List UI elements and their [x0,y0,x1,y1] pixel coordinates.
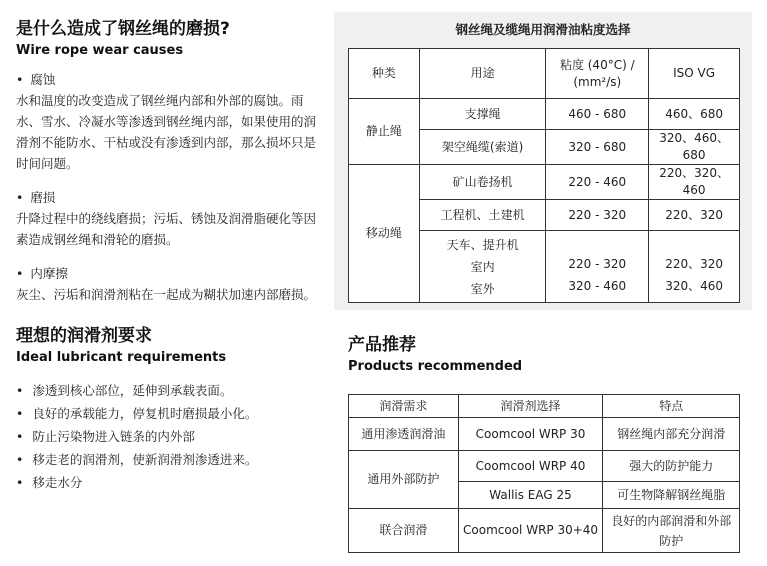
header-cell: 润滑剂选择 [458,395,603,418]
iso-cell: 460、680 [649,99,740,130]
table-row [349,451,740,482]
header-cell: 用途 [419,49,546,99]
viscosity-cell: 320 - 680 [546,130,649,165]
crane-iso-outdoor: 320、460 [665,278,723,293]
viscosity-cell [546,231,649,303]
product-cell: Coomcool WRP 30+40 [458,509,603,553]
table-row [349,418,740,451]
products-table [348,394,740,553]
crane-iso-indoor: 220、320 [665,256,723,271]
use-cell [419,231,546,303]
iso-cell: 320、460、680 [649,130,740,165]
viscosity-title: 钢丝绳及缆绳用润滑油粘度选择 [455,22,631,37]
iso-cell [649,231,740,303]
viscosity-cell: 220 - 460 [546,165,649,200]
product-cell: Wallis EAG 25 [458,482,603,509]
use-cell: 矿山卷扬机 [419,165,546,200]
products-title-cn: 产品推荐 [348,335,416,355]
product-cell: Coomcool WRP 40 [458,451,603,482]
wear-item-abrasion [16,188,316,250]
wear-title-cn: 是什么造成了钢丝绳的磨损? [16,19,230,39]
group-cell-static: 静止绳 [349,99,420,165]
list-item: • 良好的承载能力，停复机时磨损最小化。 [16,402,316,425]
need-cell: 联合润滑 [349,509,459,553]
feature-cell: 良好的内部润滑和外部防护 [603,509,740,553]
use-cell: 架空绳缆(索道) [419,130,546,165]
wear-item-text: 水和温度的改变造成了钢丝绳内部和外部的腐蚀。雨水、雪水、冷凝水等渗透到钢丝绳内部，如果使用的润滑剂不能防水、干枯或没有渗透到内部，那么损坏只是时间问题。 [16,93,317,171]
viscosity-table [348,48,740,303]
wear-item-text: 灰尘、污垢和润滑剂粘在一起成为糊状加速内部磨损。 [16,287,317,302]
need-cell: 通用渗透润滑油 [349,418,459,451]
table-row [349,99,740,130]
header-cell: 种类 [349,49,420,99]
iso-cell: 220、320 [649,200,740,231]
products-heading [348,334,748,376]
left-column [16,18,316,494]
viscosity-panel [334,12,752,310]
header-cell [546,49,649,99]
header-cell: ISO VG [649,49,740,99]
viscosity-cell: 460 - 680 [546,99,649,130]
list-item: • 移走老的润滑剂，使新润滑剂渗透进来。 [16,448,316,471]
header-viscosity-line2: (mm²/s) [573,74,622,89]
header-viscosity-line1: 粘度 (40°C) / [559,57,635,72]
use-cell: 支撑绳 [419,99,546,130]
list-item: • 移走水分 [16,471,316,494]
crane-use: 天车、提升机 [446,237,519,252]
product-cell: Coomcool WRP 30 [458,418,603,451]
ideal-title-en: Ideal lubricant requirements [16,350,227,365]
iso-cell: 220、320、460 [649,165,740,200]
table-row [349,509,740,553]
viscosity-cell: 220 - 320 [546,200,649,231]
wear-item-title: • 内摩擦 [16,264,316,284]
feature-cell: 强大的防护能力 [603,451,740,482]
need-cell: 通用外部防护 [349,451,459,509]
header-cell: 润滑需求 [349,395,459,418]
crane-indoor: 室内 [470,259,495,274]
products-title-en: Products recommended [348,359,523,374]
table-header-row [349,49,740,99]
crane-outdoor: 室外 [470,281,495,296]
list-item: • 渗透到核心部位，延伸到承载表面。 [16,379,316,402]
header-cell: 特点 [603,395,740,418]
wear-title-en: Wire rope wear causes [16,43,184,58]
ideal-requirements-list [16,379,316,494]
crane-visc-indoor: 220 - 320 [568,256,627,271]
ideal-title-cn: 理想的润滑剂要求 [16,326,152,346]
wear-item-title: • 磨损 [16,188,316,208]
wear-item-text: 升降过程中的绕线磨损；污垢、锈蚀及润滑脂硬化等因素造成钢丝绳和滑轮的磨损。 [16,211,317,247]
feature-cell: 可生物降解钢丝绳脂 [603,482,740,509]
use-cell: 工程机、土建机 [419,200,546,231]
wear-item-corrosion [16,70,316,174]
table-header-row [349,395,740,418]
table-row [349,165,740,200]
wear-item-title: • 腐蚀 [16,70,316,90]
wear-item-internal-friction [16,264,316,305]
crane-visc-outdoor: 320 - 460 [568,278,627,293]
feature-cell: 钢丝绳内部充分润滑 [603,418,740,451]
group-cell-moving: 移动绳 [349,165,420,303]
list-item: • 防止污染物进入链条的内外部 [16,425,316,448]
